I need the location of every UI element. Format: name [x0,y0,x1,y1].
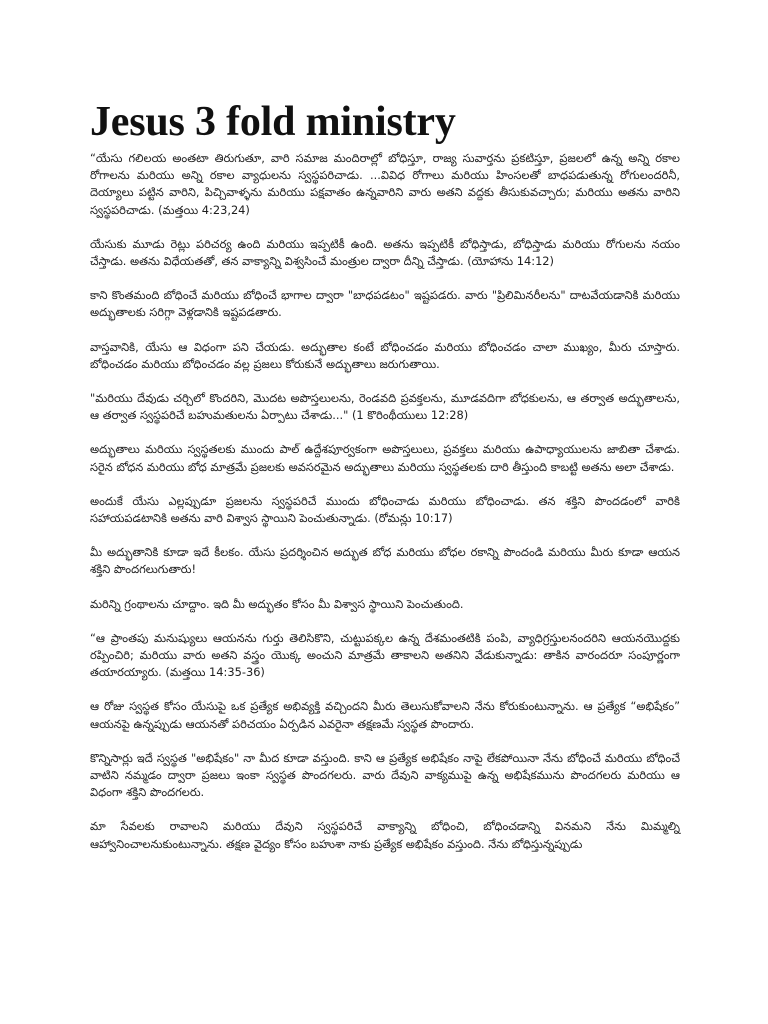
paragraph: అద్భుతాలు మరియు స్వస్థతలకు ముందు పాల్ ఉద్దేశపూర్వకంగా అపొస్తలులు, ప్రవక్తలు మరియు ఉపాధ్యాయులను జాబితా చేశాడు. సరైన బోధన మరియు బోధ మాత్రమే ప్రజలకు అవసరమైన అద్భుతాలు మరియు స్వస్థతలకు దారి తీస్తుంది కాబట్టి అతను అలా చేశాడు. [90,442,680,474]
paragraph: "మరియు దేవుడు చర్చిలో కొందరిని, మొదట అపొస్తలులను, రెండవది ప్రవక్తలను, మూడవదిగా బోధకులను, ఆ తర్వాత అద్భుతాలను, ఆ తర్వాత స్వస్థపరిచే బహుమతులను ఏర్పాటు చేశాడు..." (1 కొరింథీయులు 12:28) [90,391,680,423]
paragraph: “ఆ ప్రాంతపు మనుష్యులు ఆయనను గుర్తు తెలిసికొని, చుట్టుపక్కల ఉన్న దేశమంతటికి పంపి, వ్యాధిగ్రస్తులనందరిని ఆయనయొద్దకు రప్పించిరి; మరియు వారు అతని వస్త్రం యొక్క అంచుని మాత్రమే తాకాలని అతనిని వేడుకున్నాడు: తాకిన వారందరూ సంపూర్ణంగా తయారయ్యారు. (మత్తయి 14:35-36) [90,630,680,680]
paragraph: యేసుకు మూడు రెట్లు పరిచర్య ఉంది మరియు ఇప్పటికీ ఉంది. అతను ఇప్పటికీ బోధిస్తాడు, బోధిస్తాడు మరియు రోగులను నయం చేస్తాడు. అతను విధేయతతో, తన వాక్యాన్ని విశ్వసించే మంత్రుల ద్వారా దీన్ని చేస్తాడు. (యోహాను 14:12) [90,236,680,269]
paragraph: ఆ రోజు స్వస్థత కోసం యేసుపై ఒక ప్రత్యేక అభివ్యక్తి వచ్చిందని మీరు తెలుసుకోవాలని నేను కోరుకుంటున్నాను. ఆ ప్రత్యేక “అభిషేకం” ఆయనపై ఉన్నప్పుడు ఆయనతో పరిచయం ఏర్పడిన ఎవరైనా తక్షణమే స్వస్థత పొందారు. [90,699,680,731]
paragraph: మీ అద్భుతానికి కూడా ఇదే కీలకం. యేసు ప్రదర్శించిన అద్భుత బోధ మరియు బోధల రకాన్ని పొందండి మరియు మీరు కూడా ఆయన శక్తిని పొందగలుగుతారు! [90,545,680,577]
paragraph: కాని కొంతమంది బోధించే మరియు బోధించే భాగాల ద్వారా "బాధపడటం" ఇష్టపడరు. వారు "ప్రిలిమినరీలను" దాటవేయడానికి మరియు అద్భుతాలకు సరిగ్గా వెళ్లడానికి ఇష్టపడతారు. [90,288,680,320]
page-title: Jesus 3 fold ministry [90,99,456,145]
paragraph: మా సేవలకు రావాలని మరియు దేవుని స్వస్థపరిచే వాక్యాన్ని బోధించి, బోధించడాన్ని వినమని నేను మిమ్మల్ని ఆహ్వానించాలనుకుంటున్నాను. తక్షణ వైద్యం కోసం బహుశా నాకు ప్రత్యేక అభిషేకం వస్తుంది. నేను బోధిస్తున్నప్పుడు [90,819,680,851]
paragraph: వాస్తవానికి, యేసు ఆ విధంగా పని చేయడు. అద్భుతాల కంటే బోధించడం మరియు బోధించడం చాలా ముఖ్యం, మీరు చూస్తారు. బోధించడం మరియు బోధించడం వల్ల ప్రజలు కోరుకునే అద్భుతాలు జరుగుతాయి. [90,339,680,371]
paragraph: “యేసు గలిలయ అంతటా తిరుగుతూ, వారి సమాజ మందిరాల్లో బోధిస్తూ, రాజ్య సువార్తను ప్రకటిస్తూ, ప్రజలలో ఉన్న అన్ని రకాల రోగాలను మరియు అన్ని రకాల వ్యాధులను స్వస్థపరిచాడు. ...వివిధ రోగాలు మరియు హింసలతో బాధపడుతున్న రోగులందరినీ, దెయ్యాలు పట్టిన వారిని, పిచ్చివాళ్ళను మరియు పక్షవాతం ఉన్నవారిని వారు అతని వద్దకు తీసుకువచ్చారు; మరియు అతను వారిని స్వస్థపరిచాడు. (మత్తయి 4:23,24) [90,151,680,217]
paragraph: కొన్నిసార్లు ఇదే స్వస్థత "అభిషేకం" నా మీద కూడా వస్తుంది. కాని ఆ ప్రత్యేక అభిషేకం నాపై లేకపోయినా నేను బోధించే మరియు బోధించే వాటిని నమ్మడం ద్వారా ప్రజలు ఇంకా స్వస్థత పొందగలరు. వారు దేవుని వాక్యముపై ఉన్న అభిషేకమును పొందగలరు మరియు ఆ విధంగా శక్తిని పొందగలరు. [90,750,680,800]
paragraph: అందుకే యేసు ఎల్లప్పుడూ ప్రజలను స్వస్థపరిచే ముందు బోధించాడు మరియు బోధించాడు. తన శక్తిని పొందడంలో వారికి సహాయపడటానికి అతను వారి విశ్వాస స్థాయిని పెంచుతున్నాడు. (రోమన్లు 10:17) [90,493,680,526]
paragraph: మరిన్ని గ్రంథాలను చూద్దాం. ఇది మీ అద్భుతం కోసం మీ విశ్వాస స్థాయిని పెంచుతుంది. [90,596,464,611]
document-page [90,96,680,870]
